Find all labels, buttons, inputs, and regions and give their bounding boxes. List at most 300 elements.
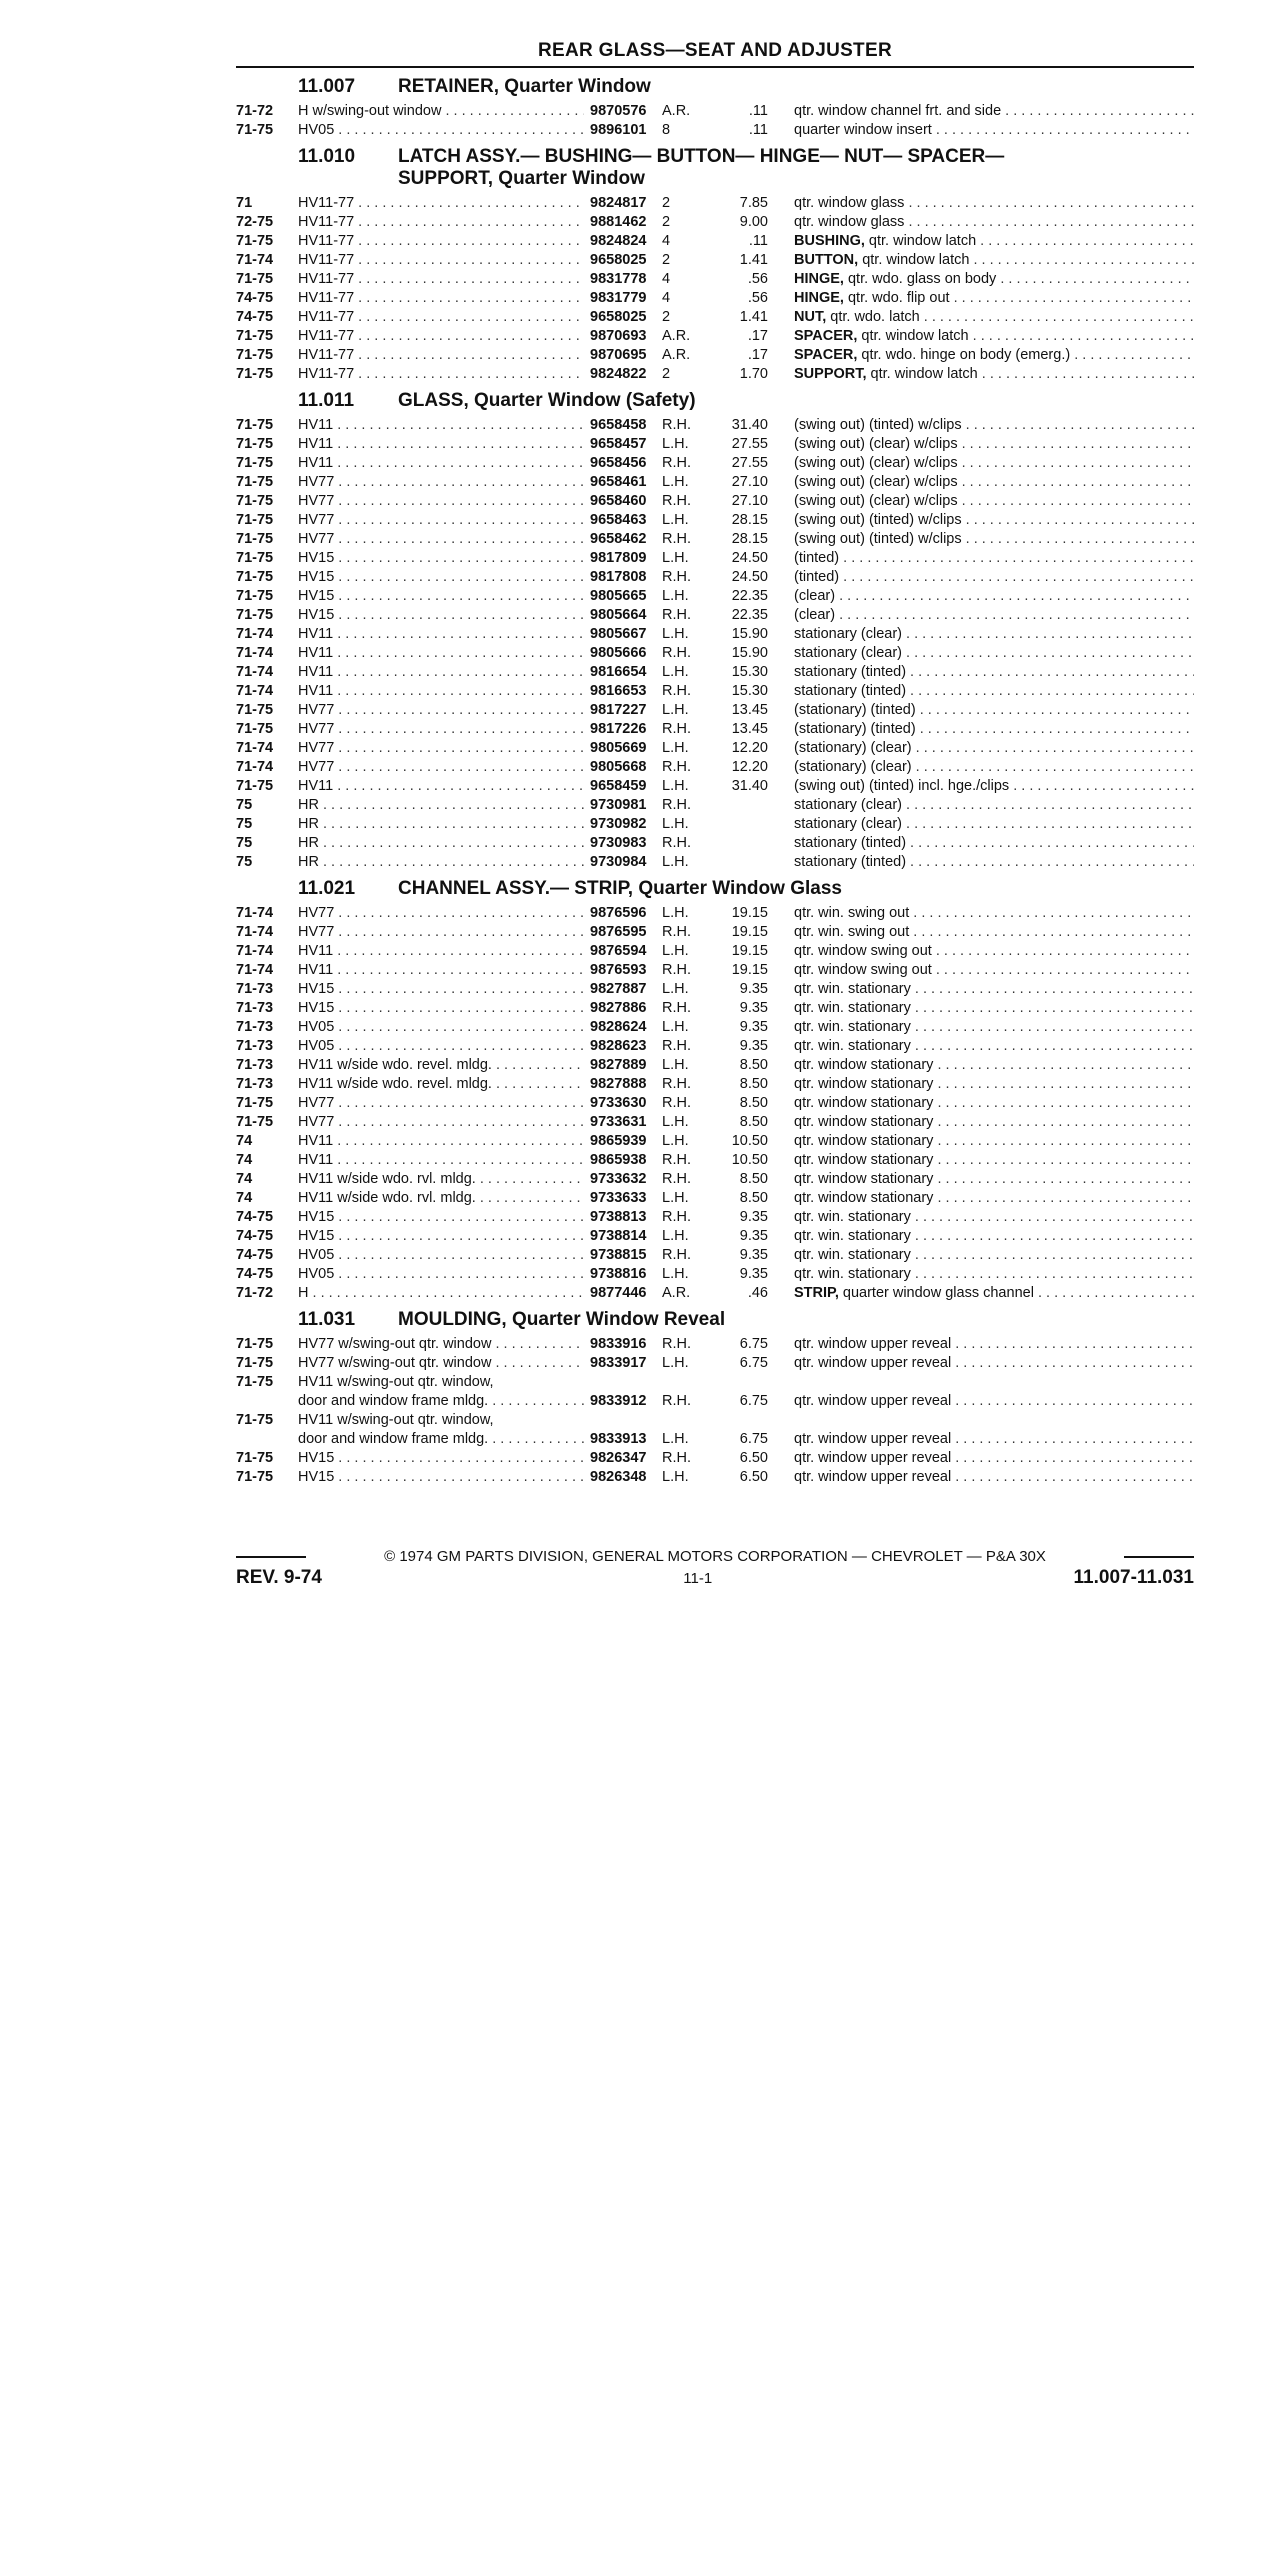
quantity: A.R. [662,347,691,363]
model-text: HV11-77 . . . [298,365,584,384]
description-text: qtr. win. stationary [794,1019,911,1035]
part-number: 9816653 [590,683,647,699]
table-row [236,270,1194,289]
model-cell [298,121,590,140]
price [712,834,768,853]
model-text: HR . . . [298,796,584,815]
model-text: HV77 w/swing-out qtr. window . . . [298,1354,584,1373]
quantity: L.H. [662,1019,689,1035]
page-footer [236,1548,1194,1589]
description-line [794,194,1194,213]
part-number: 9730981 [590,797,647,813]
year-range: 71-75 [236,474,274,490]
year-range: 71-73 [236,1076,274,1092]
model-cell [298,194,590,213]
model-text: HV11 w/side wdo. rvl. mldg. . . . [298,1170,584,1189]
model-text: H w/swing-out window . . . [298,102,584,121]
description-cell [768,587,1194,606]
quantity [662,1411,712,1430]
model-text: HV15 . . . [298,1468,584,1487]
year-range: 71-74 [236,905,274,921]
model-text: HV05 . . . [298,1037,584,1056]
year-range: 75 [236,835,253,851]
table-row [236,416,1194,435]
table-row [236,815,1194,834]
model-cell [298,1189,590,1208]
table-row [236,346,1194,365]
year-range: 71-74 [236,740,274,756]
quantity: R.H. [662,797,691,813]
model-cell [298,1037,590,1056]
description-cell [768,511,1194,530]
table-row [236,663,1194,682]
year-range: 71-74 [236,943,274,959]
model-text: HV11 . . . [298,416,584,435]
year-range: 71-74 [236,924,274,940]
part-number: 9876596 [590,905,647,921]
model-text: HV05 . . . [298,1265,584,1284]
description-text: (tinted) [794,550,840,566]
model-cell [298,1018,590,1037]
part-number: 9824824 [590,233,647,249]
price: 6.75 [739,1336,768,1352]
year-range: 71-75 [236,328,274,344]
year-range: 74-75 [236,290,274,306]
model-text: HV11 . . . [298,961,584,980]
description-line [794,1392,1194,1411]
price: 27.10 [731,493,768,509]
year-range: 74-75 [236,1266,274,1282]
table-row [236,327,1194,346]
model-text: HV11 w/side wdo. revel. mldg. . . . [298,1075,584,1094]
revision-label: REV. 9-74 [236,1567,322,1588]
year-range: 74-75 [236,1247,274,1263]
quantity: L.H. [662,474,689,490]
model-cell [298,961,590,980]
table-row [236,194,1194,213]
description-line [794,923,1194,942]
table-row [236,606,1194,625]
part-number: 9833917 [590,1355,647,1371]
description-line [794,1113,1194,1132]
table-row [236,701,1194,720]
description-cell [768,701,1194,720]
description-line [794,682,1194,701]
description-line [794,999,1194,1018]
description-line [794,701,1194,720]
model-text: HV11-77 . . . [298,308,584,327]
model-cell [298,102,590,121]
description-text: (stationary) (tinted) [794,702,916,718]
price: 8.50 [739,1190,768,1206]
description-line [794,308,1194,327]
description-line [794,796,1194,815]
description-line [794,587,1194,606]
model-text: HV77 . . . [298,904,584,923]
quantity: R.H. [662,1171,691,1187]
model-cell [298,232,590,251]
price: 15.90 [731,626,768,642]
quantity: R.H. [662,924,691,940]
table-row [236,530,1194,549]
description-cell [768,435,1194,454]
section-heading [236,1309,1194,1331]
table-row [236,1468,1194,1487]
description-text: (swing out) (clear) w/clips [794,493,958,509]
description-text: qtr. window upper reveal [794,1469,952,1485]
description-text: (tinted) [794,569,840,585]
price: .46 [747,1285,768,1301]
model-text: HV15 . . . [298,1208,584,1227]
model-cell [298,606,590,625]
part-number: 9658025 [590,252,647,268]
model-cell [298,815,590,834]
description-line [794,1094,1194,1113]
price: 6.50 [739,1450,768,1466]
description-cell [768,1335,1194,1354]
table-row [236,511,1194,530]
table-row [236,961,1194,980]
year-range [236,1392,298,1411]
quantity: R.H. [662,569,691,585]
model-text: door and window frame mldg. . . . [298,1430,584,1449]
price: .11 [748,233,768,249]
description-text: qtr. window stationary [794,1114,934,1130]
section-number: 11.010 [298,146,356,167]
description-line [794,961,1194,980]
description-line [794,1227,1194,1246]
description-line [794,758,1194,777]
description-cell [768,961,1194,980]
description-text: stationary (tinted) [794,664,907,680]
model-text: HV11 . . . [298,682,584,701]
description-line [794,1354,1194,1373]
price: 28.15 [731,531,768,547]
description-line [794,289,1194,308]
description-text: quarter window insert [794,122,932,138]
price: .11 [748,122,768,138]
price: 12.20 [731,759,768,775]
description-text: qtr. win. stationary [794,1247,911,1263]
description-cell [768,625,1194,644]
description-text: stationary (clear) [794,645,902,661]
year-range: 71-73 [236,1000,274,1016]
description-text: qtr. window latch [866,366,978,382]
model-cell [298,1208,590,1227]
description-line [794,1170,1194,1189]
part-number: 9828624 [590,1019,647,1035]
table-row [236,923,1194,942]
description-cell [768,999,1194,1018]
model-text: HV11-77 . . . [298,270,584,289]
quantity: R.H. [662,1076,691,1092]
price: 10.50 [731,1152,768,1168]
price: 15.30 [731,664,768,680]
model-cell [298,1094,590,1113]
model-text: HV05 . . . [298,1018,584,1037]
year-range: 75 [236,816,253,832]
description-cell [768,1449,1194,1468]
price: 31.40 [731,417,768,433]
description-cell [768,758,1194,777]
quantity: 4 [662,290,671,306]
year-range: 71-75 [236,1114,274,1130]
model-text: HV15 . . . [298,1449,584,1468]
quantity: L.H. [662,1355,689,1371]
description-text: qtr. win. swing out [794,905,910,921]
description-line [794,1284,1194,1303]
section-heading [236,76,1194,98]
year-range: 71-75 [236,778,274,794]
model-text: HV11-77 . . . [298,232,584,251]
model-cell [298,1430,590,1449]
table-row [236,1373,1194,1392]
model-cell [298,701,590,720]
price: 19.15 [731,962,768,978]
year-range: 74 [236,1133,253,1149]
year-range: 74 [236,1190,253,1206]
description-cell [768,232,1194,251]
description-text: qtr. window upper reveal [794,1355,952,1371]
part-number: 9824822 [590,366,647,382]
part-number: 9876595 [590,924,647,940]
description-line [794,644,1194,663]
part-number: 9730983 [590,835,647,851]
description-line [794,251,1194,270]
section-name: LATCH ASSY.— BUSHING— BUTTON— HINGE— NUT— SPACER— [398,146,1005,167]
description-text: (stationary) (clear) [794,740,912,756]
description-keyword: SPACER, [794,347,858,363]
year-range: 71-75 [236,417,274,433]
model-cell [298,834,590,853]
price: 6.75 [739,1393,768,1409]
quantity: L.H. [662,943,689,959]
description-cell [768,492,1194,511]
description-text: qtr. window glass [794,214,905,230]
quantity: R.H. [662,531,691,547]
part-number: 9658460 [590,493,647,509]
year-range: 71-75 [236,588,274,604]
model-text: HV05 . . . [298,1246,584,1265]
model-cell [298,1411,590,1430]
description-text: qtr. window stationary [794,1190,934,1206]
description-cell [768,365,1194,384]
model-cell [298,853,590,872]
quantity: L.H. [662,1133,689,1149]
year-range: 71-73 [236,1057,274,1073]
model-text: HV11-77 . . . [298,327,584,346]
year-range: 71-75 [236,1412,274,1428]
model-text: HV11 . . . [298,663,584,682]
description-cell [768,530,1194,549]
price: 1.41 [739,252,768,268]
table-row [236,1265,1194,1284]
part-number: 9730984 [590,854,647,870]
quantity: R.H. [662,1336,691,1352]
description-cell [768,1113,1194,1132]
description-text: qtr. window upper reveal [794,1450,952,1466]
table-row [236,587,1194,606]
description-text: qtr. wdo. latch [826,309,920,325]
quantity: A.R. [662,328,691,344]
model-cell [298,777,590,796]
quantity: R.H. [662,683,691,699]
model-cell [298,1075,590,1094]
table-row [236,1208,1194,1227]
part-number: 9876593 [590,962,647,978]
description-line [794,232,1194,251]
part-number: 9817808 [590,569,647,585]
table-row [236,1392,1194,1411]
part-number: 9658456 [590,455,647,471]
description-text: qtr. wdo. hinge on body (emerg.) [857,347,1071,363]
model-cell [298,492,590,511]
description-line [794,568,1194,587]
description-text: qtr. window channel frt. and side [794,103,1002,119]
year-range: 74 [236,1152,253,1168]
quantity: R.H. [662,493,691,509]
table-row [236,1449,1194,1468]
description-cell [768,796,1194,815]
description-text: qtr. window stationary [794,1057,934,1073]
price: 10.50 [731,1133,768,1149]
part-number: 9826348 [590,1469,647,1485]
footer-rule-right [1124,1556,1194,1558]
page-number: 11-1 [683,1570,713,1587]
description-text: qtr. window stationary [794,1095,934,1111]
year-range: 71-73 [236,1038,274,1054]
table-row [236,720,1194,739]
table-row [236,492,1194,511]
description-cell [768,1189,1194,1208]
description-cell [768,923,1194,942]
table-row [236,102,1194,121]
model-cell [298,549,590,568]
table-row [236,1113,1194,1132]
table-row [236,435,1194,454]
catalog-page [236,40,1194,1493]
year-range: 71-74 [236,962,274,978]
section-heading [236,390,1194,412]
price: 22.35 [731,588,768,604]
year-range: 71-75 [236,550,274,566]
description-keyword: HINGE, [794,271,844,287]
description-text: qtr. window swing out [794,962,932,978]
quantity: L.H. [662,436,689,452]
price: 9.35 [739,1000,768,1016]
description-line [794,1056,1194,1075]
year-range: 71-75 [236,1095,274,1111]
price: 6.50 [739,1469,768,1485]
table-row [236,549,1194,568]
section-11-011 [236,390,1194,872]
description-text: (clear) [794,607,836,623]
quantity: L.H. [662,1114,689,1130]
description-text: qtr. win. stationary [794,1266,911,1282]
part-number: 9826347 [590,1450,647,1466]
table-row [236,1094,1194,1113]
description-text: qtr. window stationary [794,1076,934,1092]
table-row [236,834,1194,853]
model-text: HV11 . . . [298,625,584,644]
price: .56 [747,271,768,287]
model-text: HV11-77 . . . [298,213,584,232]
model-text: HV11 . . . [298,454,584,473]
description-line [794,1335,1194,1354]
description-text: qtr. window latch [858,252,970,268]
description-cell [768,549,1194,568]
model-text: HV77 . . . [298,701,584,720]
year-range: 71-75 [236,702,274,718]
model-text: HV11 . . . [298,942,584,961]
description-keyword: BUTTON, [794,252,859,268]
description-line [794,416,1194,435]
description-keyword: BUSHING, [794,233,865,249]
price: .56 [747,290,768,306]
price: 28.15 [731,512,768,528]
part-number: 9805665 [590,588,647,604]
model-text: HV77 . . . [298,530,584,549]
model-cell [298,1056,590,1075]
description-text: qtr. window latch [864,233,977,249]
description-cell [768,904,1194,923]
description-line [794,270,1194,289]
model-cell [298,416,590,435]
quantity: L.H. [662,740,689,756]
model-text: HV77 . . . [298,473,584,492]
quantity: A.R. [662,103,691,119]
price: 7.85 [739,195,768,211]
description-text: (stationary) (clear) [794,759,912,775]
description-cell [768,213,1194,232]
model-cell [298,1265,590,1284]
description-cell [768,1056,1194,1075]
description-line [794,1132,1194,1151]
description-text: qtr. window upper reveal [794,1393,952,1409]
year-range: 71-75 [236,1336,274,1352]
part-number: 9870695 [590,347,647,363]
quantity: L.H. [662,778,689,794]
description-cell [768,1227,1194,1246]
year-range: 71-75 [236,1450,274,1466]
description-cell [768,663,1194,682]
description-line [794,1075,1194,1094]
price: 8.50 [739,1171,768,1187]
section-11-007 [236,76,1194,140]
year-range: 71-74 [236,645,274,661]
table-row [236,232,1194,251]
model-text: HV15 . . . [298,549,584,568]
part-number: 9805667 [590,626,647,642]
price: 9.35 [739,1038,768,1054]
model-text: HV11-77 . . . [298,194,584,213]
quantity: R.H. [662,607,691,623]
quantity: 8 [662,122,671,138]
table-row [236,1037,1194,1056]
quantity: R.H. [662,1038,691,1054]
description-text: qtr. wdo. glass on body [843,271,997,287]
price: .17 [747,328,768,344]
part-number [590,1373,662,1392]
year-range: 74-75 [236,1228,274,1244]
section-11-021 [236,878,1194,1303]
description-text: (swing out) (tinted) w/clips [794,512,962,528]
model-cell [298,682,590,701]
description-cell [768,121,1194,140]
table-row [236,853,1194,872]
price: 15.30 [731,683,768,699]
description-text: stationary (clear) [794,816,902,832]
